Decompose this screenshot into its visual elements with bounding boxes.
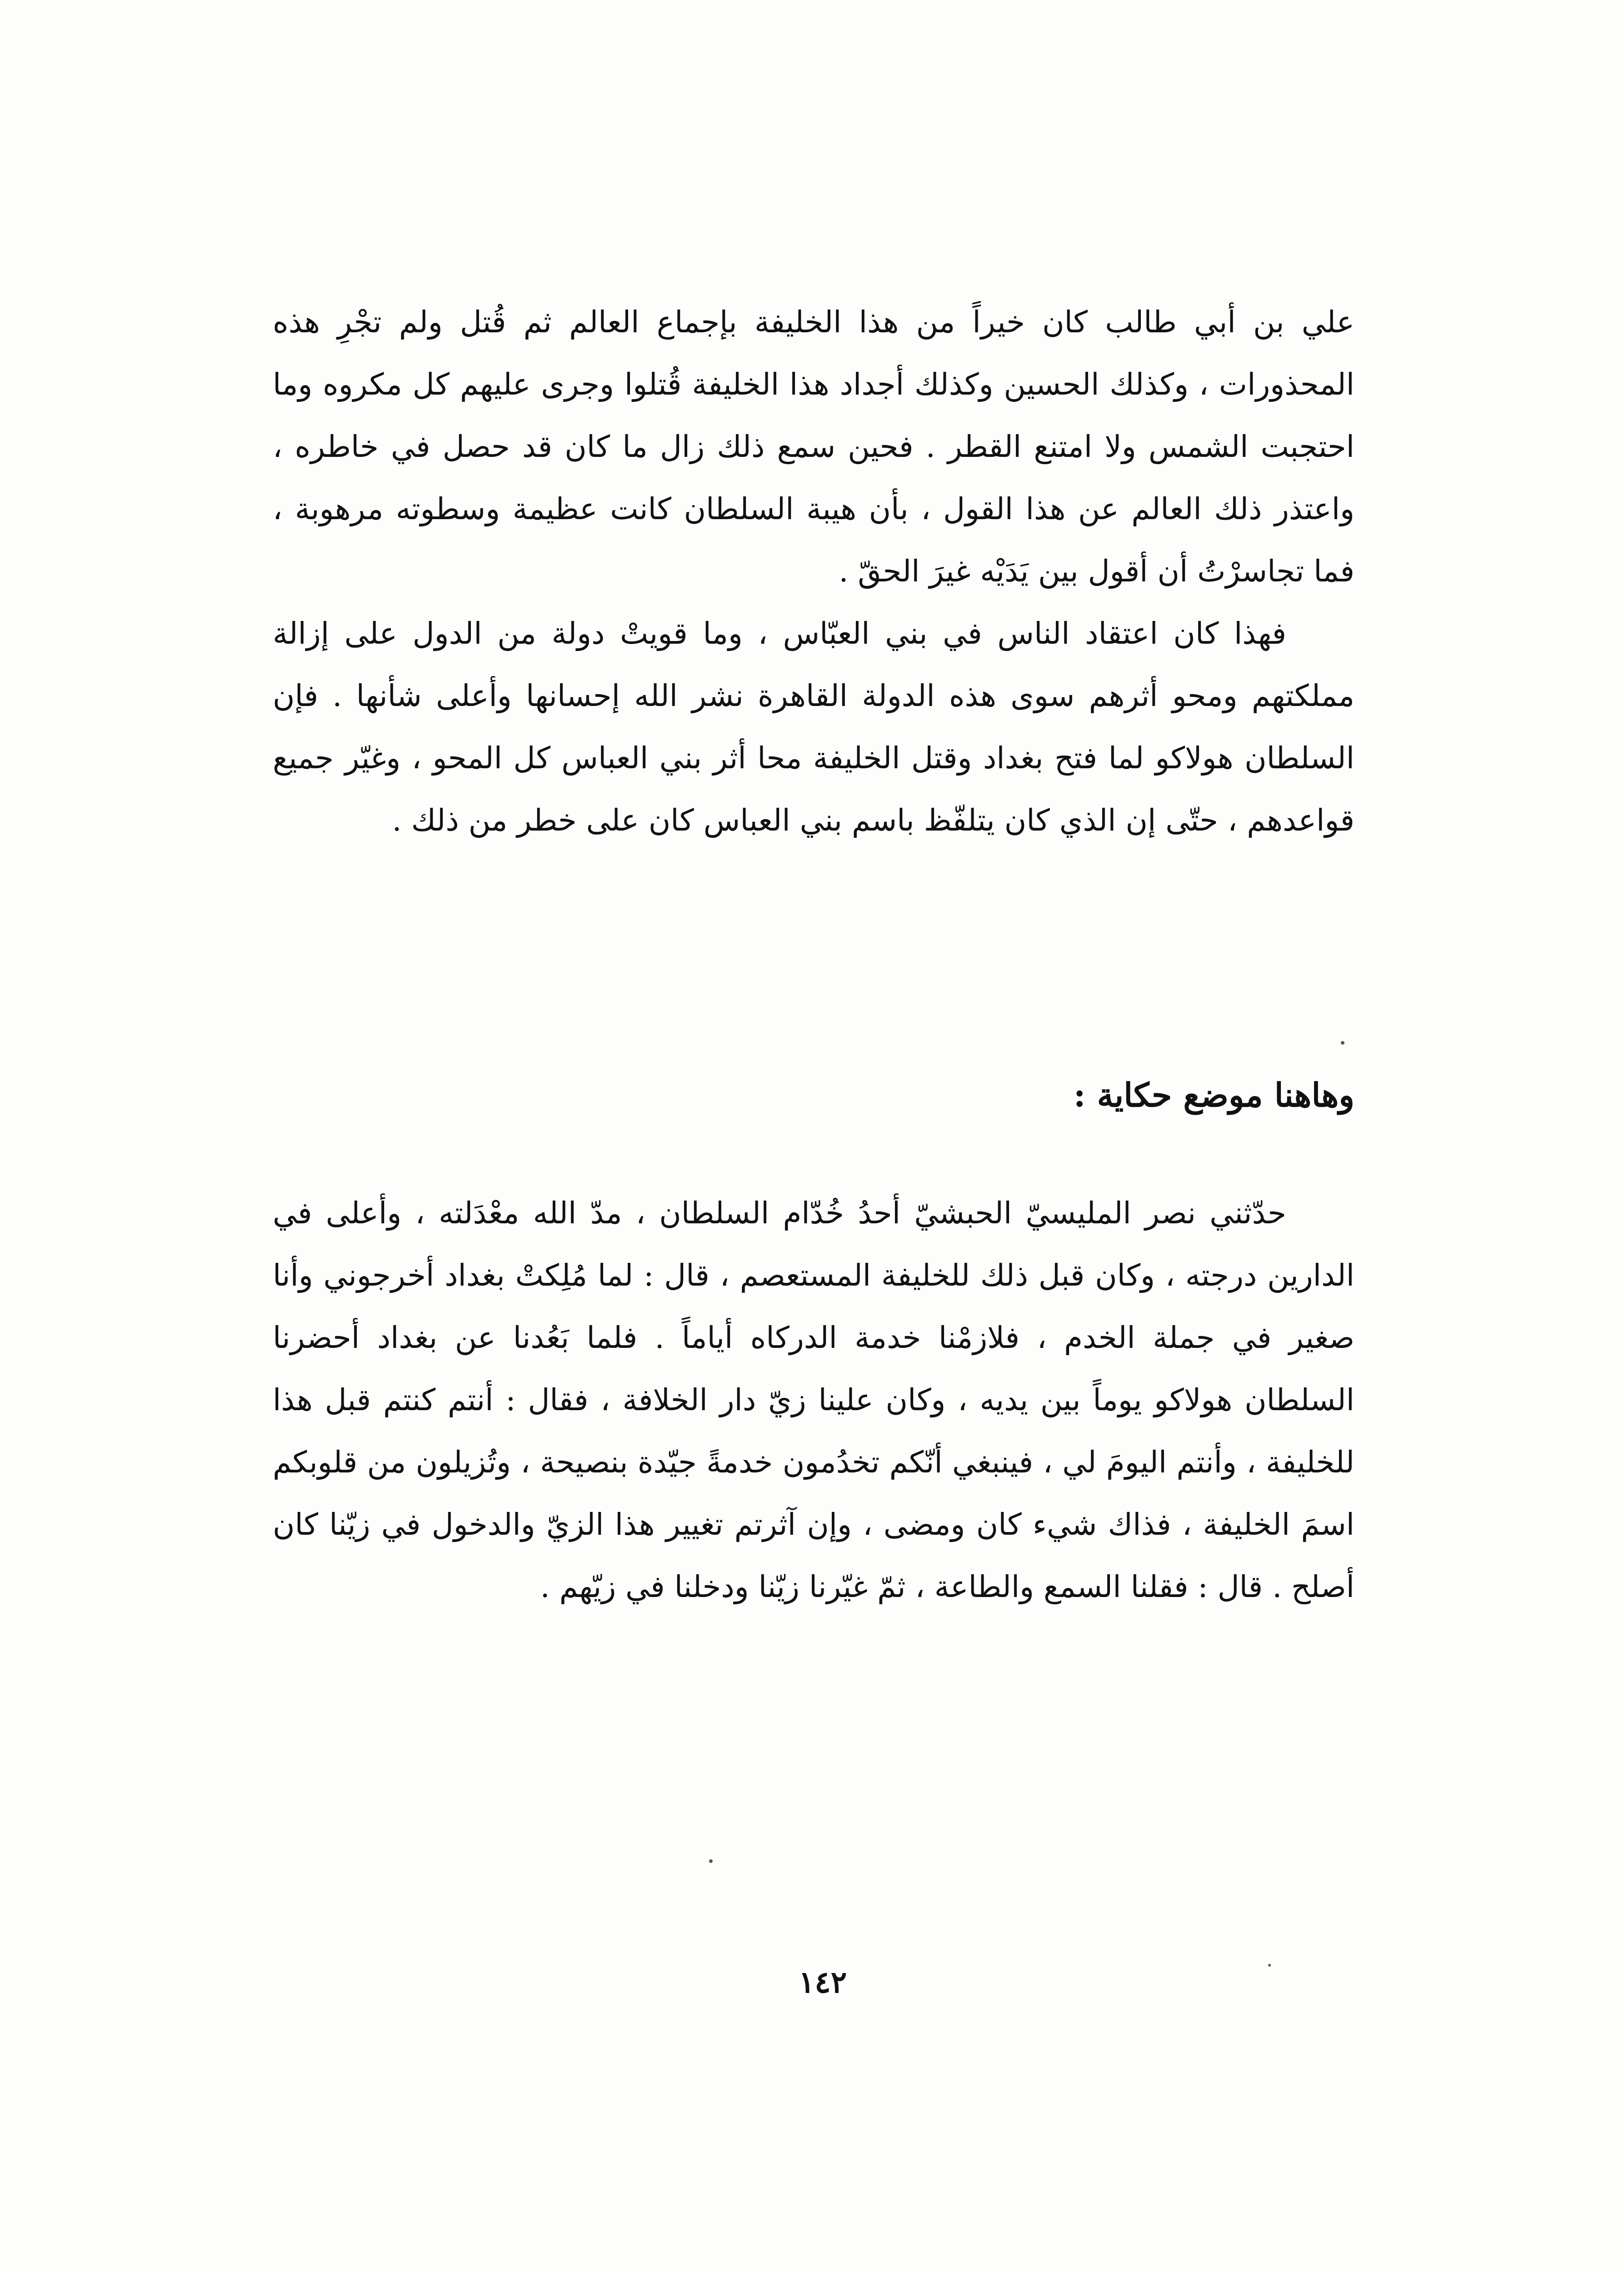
scan-speck [1268,1964,1271,1967]
top-text-block [273,291,1354,851]
scan-speck [709,1859,713,1863]
page-number: ١٤٢ [798,1964,847,2000]
section-heading: وهاهنا موضع حكاية : [1073,1076,1354,1114]
paragraph-1: علي بن أبي طالب كان خيراً من هذا الخليفة بإجماع العالم ثم قُتل ولم تجْرِ هذه المحذورات ، وكذلك الحسين وكذلك أجداد هذا الخليفة قُتلوا وجرى عليهم كل مكروه وما احتجبت الشمس ولا امتنع القطر . فحين سمع ذلك زال ما كان قد حصل في خاطره ، واعتذر ذلك العالم عن هذا القول ، بأن هيبة السلطان كانت عظيمة وسطوته مرهوبة ، فما تجاسرْتُ أن أقول بين يَدَيْه غيرَ الحقّ . [273,305,1354,589]
scan-speck [1341,1041,1344,1045]
anecdote-text-block [273,1182,1354,1618]
paragraph-3: حدّثني نصر المليسيّ الحبشيّ أحدُ خُدّام السلطان ، مدّ الله معْدَلته ، وأعلى في الدارين درجته ، وكان قبل ذلك للخليفة المستعصم ، قال : لما مُلِكتْ بغداد أخرجوني وأنا صغير في جملة الخدم ، فلازمْنا خدمة الدركاه أياماً . فلما بَعُدنا عن بغداد أحضرنا السلطان هولاكو يوماً بين يديه ، وكان علينا زيّ دار الخلافة ، فقال : أنتم كنتم قبل هذا للخليفة ، وأنتم اليومَ لي ، فينبغي أنّكم تخدُمون خدمةً جيّدة بنصيحة ، وتُزيلون من قلوبكم اسمَ الخليفة ، فذاك شيء كان ومضى ، وإن آثرتم تغيير هذا الزيّ والدخول في زيّنا كان أصلح . قال : فقلنا السمع والطاعة ، ثمّ غيّرنا زيّنا ودخلنا في زيّهم . [273,1196,1354,1604]
paragraph-2: فهذا كان اعتقاد الناس في بني العبّاس ، وما قويتْ دولة من الدول على إزالة مملكتهم ومحو أثرهم سوى هذه الدولة القاهرة نشر الله إحسانها وأعلى شأنها . فإن السلطان هولاكو لما فتح بغداد وقتل الخليفة محا أثر بني العباس كل المحو ، وغيّر جميع قواعدهم ، حتّى إن الذي كان يتلفّظ باسم بني العباس كان على خطر من ذلك . [273,616,1354,838]
